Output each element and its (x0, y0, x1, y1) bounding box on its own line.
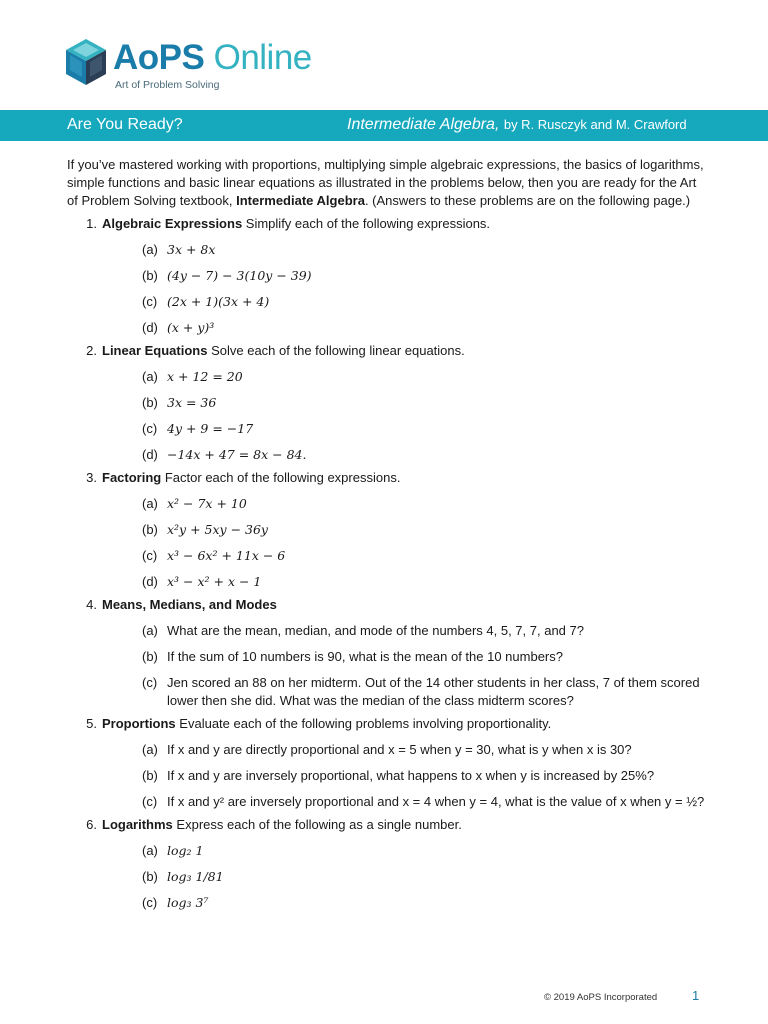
problem-item (142, 267, 707, 285)
item-label: (a) (142, 496, 158, 511)
title-banner (0, 110, 768, 141)
item-label: (b) (142, 768, 158, 783)
item-content: x² − 7x + 10 (167, 496, 247, 511)
problem-section (67, 715, 707, 811)
problem-item (142, 420, 707, 438)
problem-item (142, 521, 707, 539)
section-number: 6. (86, 817, 97, 832)
problem-section (67, 342, 707, 464)
section-description: Express each of the following as a single number. (176, 817, 462, 832)
problem-item (142, 495, 707, 513)
problem-item (142, 767, 707, 785)
item-content: (x + y)³ (167, 320, 215, 335)
problem-item (142, 446, 707, 464)
item-content: 3x + 8x (167, 242, 216, 257)
aops-online-logo (66, 36, 326, 96)
item-label: (a) (142, 742, 158, 757)
section-number: 3. (86, 470, 97, 485)
cube-logo-icon (66, 39, 106, 85)
section-heading (102, 596, 707, 614)
item-content: 4y + 9 = −17 (167, 421, 254, 436)
item-content: x³ − 6x² + 11x − 6 (167, 548, 286, 563)
problem-item (142, 622, 707, 640)
book-authors: by R. Rusczyk and M. Crawford (503, 117, 687, 132)
item-content: (2x + 1)(3x + 4) (167, 294, 270, 309)
copyright: © 2019 AoPS Incorporated (544, 992, 658, 1003)
banner-heading: Are You Ready? (67, 116, 183, 133)
item-label: (c) (142, 548, 158, 563)
item-label: (b) (142, 522, 158, 537)
logo-tagline: Art of Problem Solving (115, 79, 220, 91)
item-label: (c) (142, 294, 158, 309)
problem-section (67, 596, 707, 710)
item-label: (b) (142, 649, 158, 664)
item-content: If x and y are directly proportional and x = 5 when y = 30, what is y when x is 30? (167, 742, 632, 757)
item-label: (a) (142, 623, 158, 638)
problem-item (142, 842, 707, 860)
item-content: x³ − x² + x − 1 (167, 574, 262, 589)
item-label: (b) (142, 869, 158, 884)
problem-item (142, 648, 707, 666)
section-title: Algebraic Expressions (102, 216, 243, 231)
section-heading (102, 215, 707, 233)
problem-item (142, 793, 707, 811)
section-heading (102, 715, 707, 733)
item-label: (b) (142, 395, 158, 410)
section-number: 5. (86, 716, 97, 731)
problem-item (142, 368, 707, 386)
item-content: If x and y are inversely proportional, what happens to x when y is increased by 25%? (167, 768, 655, 783)
section-description: Factor each of the following expressions. (164, 470, 401, 485)
section-title: Factoring (102, 470, 162, 485)
intro-paragraph: If you’ve mastered working with proportions, multiplying simple algebraic expressions, the basics of logarithms, simple functions and basic linear equations as illustrated in the problems below, then you are ready for the Art of Problem Solving textbook, Intermediate Algebra. (Answers to these problems are on the following page.) (67, 157, 704, 208)
item-label: (d) (142, 574, 158, 589)
item-label: (a) (142, 843, 158, 858)
item-content: If the sum of 10 numbers is 90, what is the mean of the 10 numbers? (167, 649, 563, 664)
problem-content (67, 156, 707, 912)
section-description: Evaluate each of the following problems involving proportionality. (179, 716, 552, 731)
banner-book (347, 116, 687, 134)
problem-item (142, 293, 707, 311)
item-content: x²y + 5xy − 36y (167, 522, 268, 537)
logo-wordmark: AoPS Online (113, 38, 312, 77)
section-title: Logarithms (102, 817, 173, 832)
item-label: (c) (142, 895, 158, 910)
problem-section (67, 469, 707, 591)
item-content: (4y − 7) − 3(10y − 39) (167, 268, 312, 283)
item-content: −14x + 47 = 8x − 84. (167, 447, 307, 462)
problem-item (142, 741, 707, 759)
item-content: If x and y² are inversely proportional and x = 4 when y = 4, what is the value of x when y = ½? (167, 794, 705, 809)
problem-item (142, 241, 707, 259)
page-number: 1 (692, 988, 700, 1003)
item-label: (d) (142, 320, 158, 335)
problem-item (142, 894, 707, 912)
problem-section (67, 816, 707, 912)
book-title: Intermediate Algebra, (347, 116, 500, 133)
problem-item (142, 319, 707, 337)
item-content: x + 12 = 20 (167, 369, 243, 384)
section-description: Simplify each of the following expressions. (245, 216, 491, 231)
item-label: (c) (142, 421, 158, 436)
section-title: Means, Medians, and Modes (102, 597, 277, 612)
item-content: 3x = 36 (167, 395, 217, 410)
section-heading (102, 342, 707, 360)
problem-item (142, 547, 707, 565)
item-label: (c) (142, 794, 158, 809)
problem-item (142, 573, 707, 591)
section-number: 1. (86, 216, 97, 231)
section-title: Proportions (102, 716, 176, 731)
section-heading (102, 816, 707, 834)
item-content: Jen scored an 88 on her midterm. Out of the 14 other students in her class, 7 of them scored lower then she did. What was the median of the class midterm scores? (167, 675, 700, 708)
problem-item (142, 394, 707, 412)
section-number: 4. (86, 597, 97, 612)
problem-item (142, 674, 707, 710)
item-content: log₂ 1 (167, 843, 204, 858)
section-heading (102, 469, 707, 487)
item-content: log₃ 3⁷ (167, 895, 209, 910)
item-label: (a) (142, 369, 158, 384)
section-description: Solve each of the following linear equations. (211, 343, 465, 358)
item-content: log₃ 1/81 (167, 869, 224, 884)
section-number: 2. (86, 343, 97, 358)
item-label: (c) (142, 675, 158, 690)
section-title: Linear Equations (102, 343, 208, 358)
problem-section (67, 215, 707, 337)
item-content: What are the mean, median, and mode of the numbers 4, 5, 7, 7, and 7? (167, 623, 584, 638)
item-label: (a) (142, 242, 158, 257)
item-label: (b) (142, 268, 158, 283)
item-label: (d) (142, 447, 158, 462)
problem-item (142, 868, 707, 886)
